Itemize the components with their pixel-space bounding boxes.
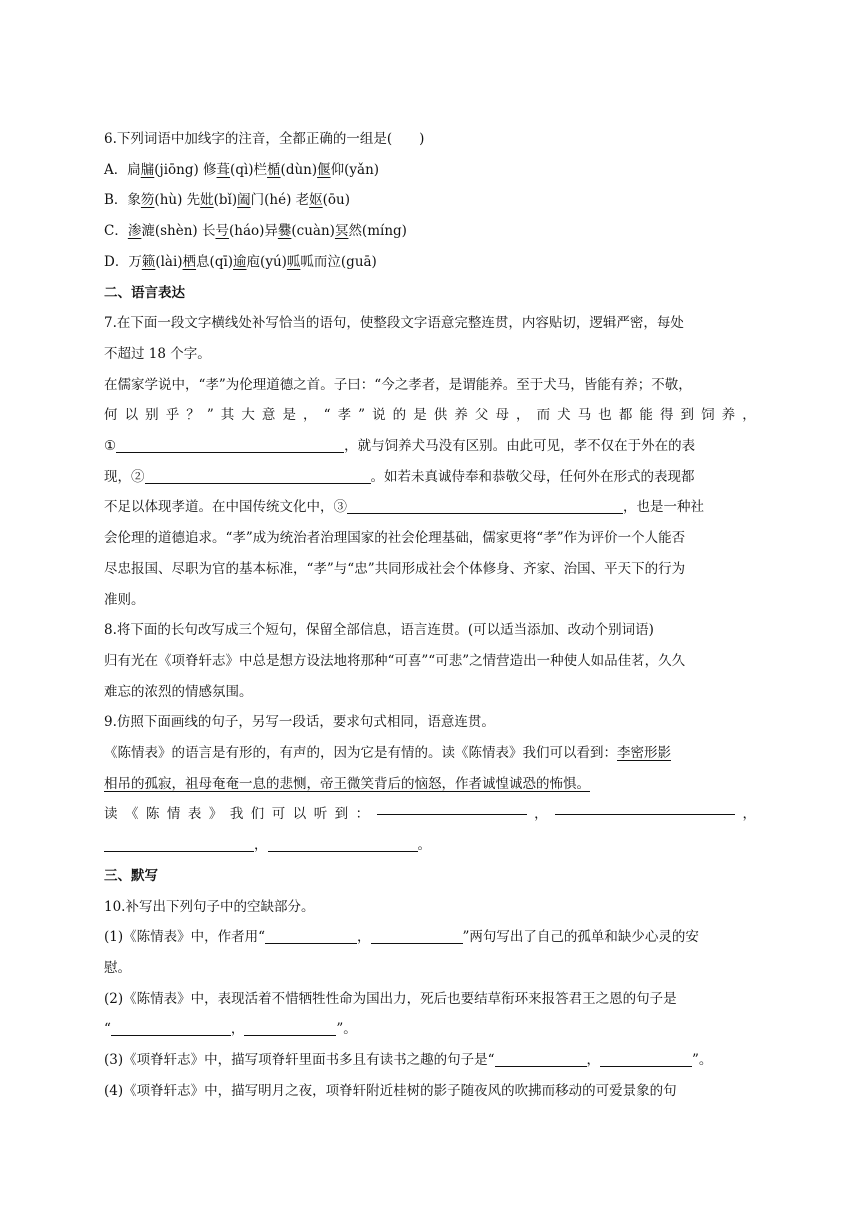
q9-text: 《陈情表》的语言是有形的，有声的，因为它是有情的。读《陈情表》我们可以看到： <box>104 745 617 762</box>
answer-blank-10-2a[interactable] <box>111 1020 231 1036</box>
underlined-model-sentence: 李密形影 <box>617 745 671 762</box>
q9-char: 表 <box>187 806 202 823</box>
q7-text: ，也是一种社 <box>623 499 704 516</box>
q7-passage-line3 <box>104 431 756 462</box>
option-text: 象 <box>127 192 141 209</box>
q9-char: 听 <box>313 806 328 823</box>
q9-char: 们 <box>250 806 265 823</box>
underlined-char: 号 <box>215 223 229 240</box>
q8-stem: 8.将下面的长句改写成三个短句，保留全部信息，语言连贯。(可以适当添加、改动个别词语) <box>104 622 654 639</box>
option-text: (lài) <box>155 253 183 270</box>
q6-options <box>104 155 756 278</box>
q9-stem: 9.仿照下面画线的句子，另写一段话，要求句式相同，语意连贯。 <box>104 714 495 731</box>
q9-char: 陈 <box>145 806 160 823</box>
underlined-char: 葺 <box>216 161 231 178</box>
q9-char: 《 <box>124 806 139 823</box>
q10-item2-line2 <box>104 1014 756 1045</box>
q7-char: ， <box>516 407 530 424</box>
option-text: 呱而泣(guā) <box>300 253 377 270</box>
q7-char: 母 <box>495 407 509 424</box>
q7-char: 意 <box>261 407 276 424</box>
answer-blank-10-1a[interactable] <box>265 928 357 944</box>
quote-open: “ <box>104 1021 111 1038</box>
q9-char: 到 <box>334 806 349 823</box>
q7-char: 也 <box>598 407 612 424</box>
comma: ， <box>586 1052 601 1069</box>
q7-passage-line1: 在儒家学说中，“孝”为伦理道德之首。子曰：“今之孝者，是谓能养。至于犬马，皆能有养；不敬， <box>104 376 692 393</box>
option-label: C． <box>104 223 128 240</box>
option-text: (qì)栏 <box>230 161 268 178</box>
underlined-char: 牖 <box>140 161 155 178</box>
period: 。 <box>417 837 431 854</box>
q6-stem: 6.下列词语中加线字的注音，全都正确的一组是( ) <box>104 131 425 147</box>
q7-char: 大 <box>241 407 255 424</box>
q7-char: 以 <box>124 407 139 424</box>
q10-item4-line1: (4)《项脊轩志》中，描写明月之夜，项脊轩附近桂树的影子随夜风的吹拂而移动的可爱景象的句 <box>104 1082 677 1099</box>
q7-stem-line2: 不超过 18 个字。 <box>104 345 211 362</box>
option-text: 仰(yǎn) <box>330 161 380 178</box>
option-text: (dùn) <box>280 161 318 178</box>
q7-char: 到 <box>680 407 695 424</box>
comma: ， <box>534 806 548 823</box>
q6-option-a <box>104 155 756 186</box>
answer-blank-10-1b[interactable] <box>371 928 463 944</box>
q10-text: (1)《陈情表》中，作者用“ <box>104 929 266 946</box>
option-text: 门(hé) 老 <box>250 192 310 209</box>
q7-char: 乎 <box>165 407 180 424</box>
underlined-char: 呱 <box>286 253 301 270</box>
q6-option-b <box>104 185 756 216</box>
answer-blank-10-3a[interactable] <box>495 1051 587 1067</box>
q9-char: ： <box>355 806 370 823</box>
option-text: (jiōng) 修 <box>154 161 217 178</box>
q7-passage-line5 <box>104 492 756 523</box>
option-text: 万 <box>128 253 142 270</box>
underlined-char: 妪 <box>309 192 323 209</box>
q7-char: ” <box>358 407 366 424</box>
q7-char: 犬 <box>557 407 571 424</box>
option-text: (ōu) <box>322 192 351 209</box>
q7-char: 养 <box>721 407 736 424</box>
option-text: (hù) 先 <box>154 192 201 209</box>
q9-char: 》 <box>208 806 223 823</box>
underlined-char: 笏 <box>140 192 155 209</box>
q7-char: 都 <box>618 407 633 424</box>
q9-char: 可 <box>271 806 286 823</box>
blank-marker-2: 现，② <box>104 468 145 485</box>
option-label: A． <box>104 161 128 178</box>
q7-char: 说 <box>372 407 386 424</box>
q9-passage-line2 <box>104 769 756 800</box>
underlined-char: 爨 <box>277 223 292 240</box>
answer-blank-1[interactable] <box>116 437 344 453</box>
q6-option-d <box>104 247 756 278</box>
q10-stem: 10.补写出下列句子中的空缺部分。 <box>104 898 315 915</box>
option-text: 庖(yú) <box>246 253 287 270</box>
comma: ， <box>230 1021 245 1038</box>
option-text: (cuàn) <box>291 223 335 240</box>
option-text: 扃 <box>127 161 141 178</box>
underlined-char: 偃 <box>317 161 331 178</box>
q7-text: 。如若未真诚侍奉和恭敬父母，任何外在形式的表现都 <box>370 468 695 485</box>
q7-char: ， <box>742 407 756 424</box>
answer-blank-10-2b[interactable] <box>244 1020 336 1036</box>
option-label: D． <box>104 253 129 270</box>
q9-passage-line1 <box>104 738 756 769</box>
q7-char: 是 <box>282 407 296 424</box>
option-text: (háo)异 <box>228 223 278 240</box>
q7-text: 不足以体现孝道。在中国传统文化中，③ <box>104 499 347 516</box>
underlined-model-sentence: 相吊的孤寂，祖母奄奄一息的悲恻，帝王微笑背后的恼怒，作者诚惶诚恐的怖惧。 <box>104 775 590 792</box>
q7-char: “ <box>323 407 331 424</box>
q9-char: 读 <box>104 806 118 823</box>
quote-close: ”。 <box>336 1021 357 1038</box>
q7-char: 得 <box>659 407 674 424</box>
underlined-char: 逾 <box>233 253 247 270</box>
q7-char: 何 <box>104 407 118 424</box>
q7-char: 而 <box>536 407 551 424</box>
underlined-char: 栖 <box>182 253 197 270</box>
q10-item1-line1 <box>104 922 756 953</box>
underlined-char: 阖 <box>237 192 251 209</box>
comma: ， <box>357 929 371 946</box>
q8-passage-line1: 归有光在《项脊轩志》中总是想方设法地将那种“可喜”“可悲”之情营造出一种使人如品佳茗，久久 <box>104 652 686 669</box>
q7-char: 能 <box>639 407 653 424</box>
underlined-char: 楯 <box>267 161 281 178</box>
q10-item1-line2: 慰。 <box>104 959 131 976</box>
answer-blank-q9-2[interactable] <box>555 799 735 815</box>
comma: ， <box>742 806 756 823</box>
q7-char: 养 <box>454 407 468 424</box>
q7-char: ？ <box>186 407 200 424</box>
q10-text: (3)《项脊轩志》中，描写项脊轩里面书多且有读书之趣的句子是“ <box>104 1052 495 1069</box>
q7-text: ，就与饲养犬马没有区别。由此可见，孝不仅在于外在的表 <box>344 438 696 455</box>
option-text: 漉(shèn) 长 <box>141 223 216 240</box>
q7-char: 是 <box>413 407 427 424</box>
q7-char: ， <box>303 407 317 424</box>
answer-blank-q9-4[interactable] <box>268 836 418 852</box>
answer-blank-3[interactable] <box>347 498 623 514</box>
document-page <box>104 124 756 1107</box>
q10-text: ”两句写出了自己的孤单和缺少心灵的安 <box>462 929 699 946</box>
blank-marker-1: ① <box>104 438 117 455</box>
option-text: 然(míng) <box>348 223 407 240</box>
underlined-char: 籁 <box>141 253 156 270</box>
q8-passage-line2: 难忘的浓烈的情感氛围。 <box>104 683 253 700</box>
quote-close: ”。 <box>692 1052 713 1069</box>
q7-char: 别 <box>145 407 159 424</box>
q9-char: 以 <box>292 806 307 823</box>
q7-char: 父 <box>474 407 489 424</box>
q7-char: 供 <box>433 407 448 424</box>
q7-char: 饲 <box>701 407 715 424</box>
q7-passage-line2 <box>104 400 756 431</box>
q7-passage-line6: 会伦理的道德追求。“孝”成为统治者治理国家的社会伦理基础，儒家更将“孝”作为评价一个人能否 <box>104 530 686 547</box>
q7-passage-line4 <box>104 462 756 493</box>
q9-char: 我 <box>229 806 244 823</box>
comma: ， <box>254 837 268 854</box>
option-text: 息(qī) <box>196 253 234 270</box>
underlined-char: 渗 <box>127 223 142 240</box>
answer-blank-2[interactable] <box>145 468 371 484</box>
underlined-char: 冥 <box>334 223 349 240</box>
q6-option-c <box>104 216 756 247</box>
q10-item3 <box>104 1045 756 1076</box>
section-heading-dictation: 三、默写 <box>104 867 158 884</box>
q7-passage-line8: 准则。 <box>104 591 145 608</box>
answer-blank-10-3b[interactable] <box>600 1051 692 1067</box>
answer-blank-q9-1[interactable] <box>377 799 527 815</box>
section-heading-language: 二、语言表达 <box>104 284 185 301</box>
q9-char: 情 <box>166 806 181 823</box>
q7-char: ” <box>206 407 214 424</box>
q10-item2-line1: (2)《陈情表》中，表现活着不惜牺牲性命为国出力，死后也要结草衔环来报答君王之恩的句子是 <box>104 990 677 1007</box>
option-text: (bǐ) <box>213 192 238 209</box>
q7-passage-line7: 尽忠报国、尽职为官的基本标准，“孝”与“忠”共同形成社会个体修身、齐家、治国、平天下的行为 <box>104 560 686 577</box>
q7-char: 马 <box>577 407 592 424</box>
q7-char: 的 <box>392 407 407 424</box>
q9-answer-line1 <box>104 799 756 830</box>
answer-blank-q9-3[interactable] <box>104 836 254 852</box>
underlined-char: 妣 <box>200 192 214 209</box>
q7-char: 孝 <box>337 407 352 424</box>
option-label: B． <box>104 192 128 209</box>
q7-char: 其 <box>220 407 235 424</box>
q7-stem-line1: 7.在下面一段文字横线处补写恰当的语句，使整段文字语意完整连贯，内容贴切，逻辑严密，每处 <box>104 315 684 332</box>
q9-answer-line2 <box>104 830 756 861</box>
